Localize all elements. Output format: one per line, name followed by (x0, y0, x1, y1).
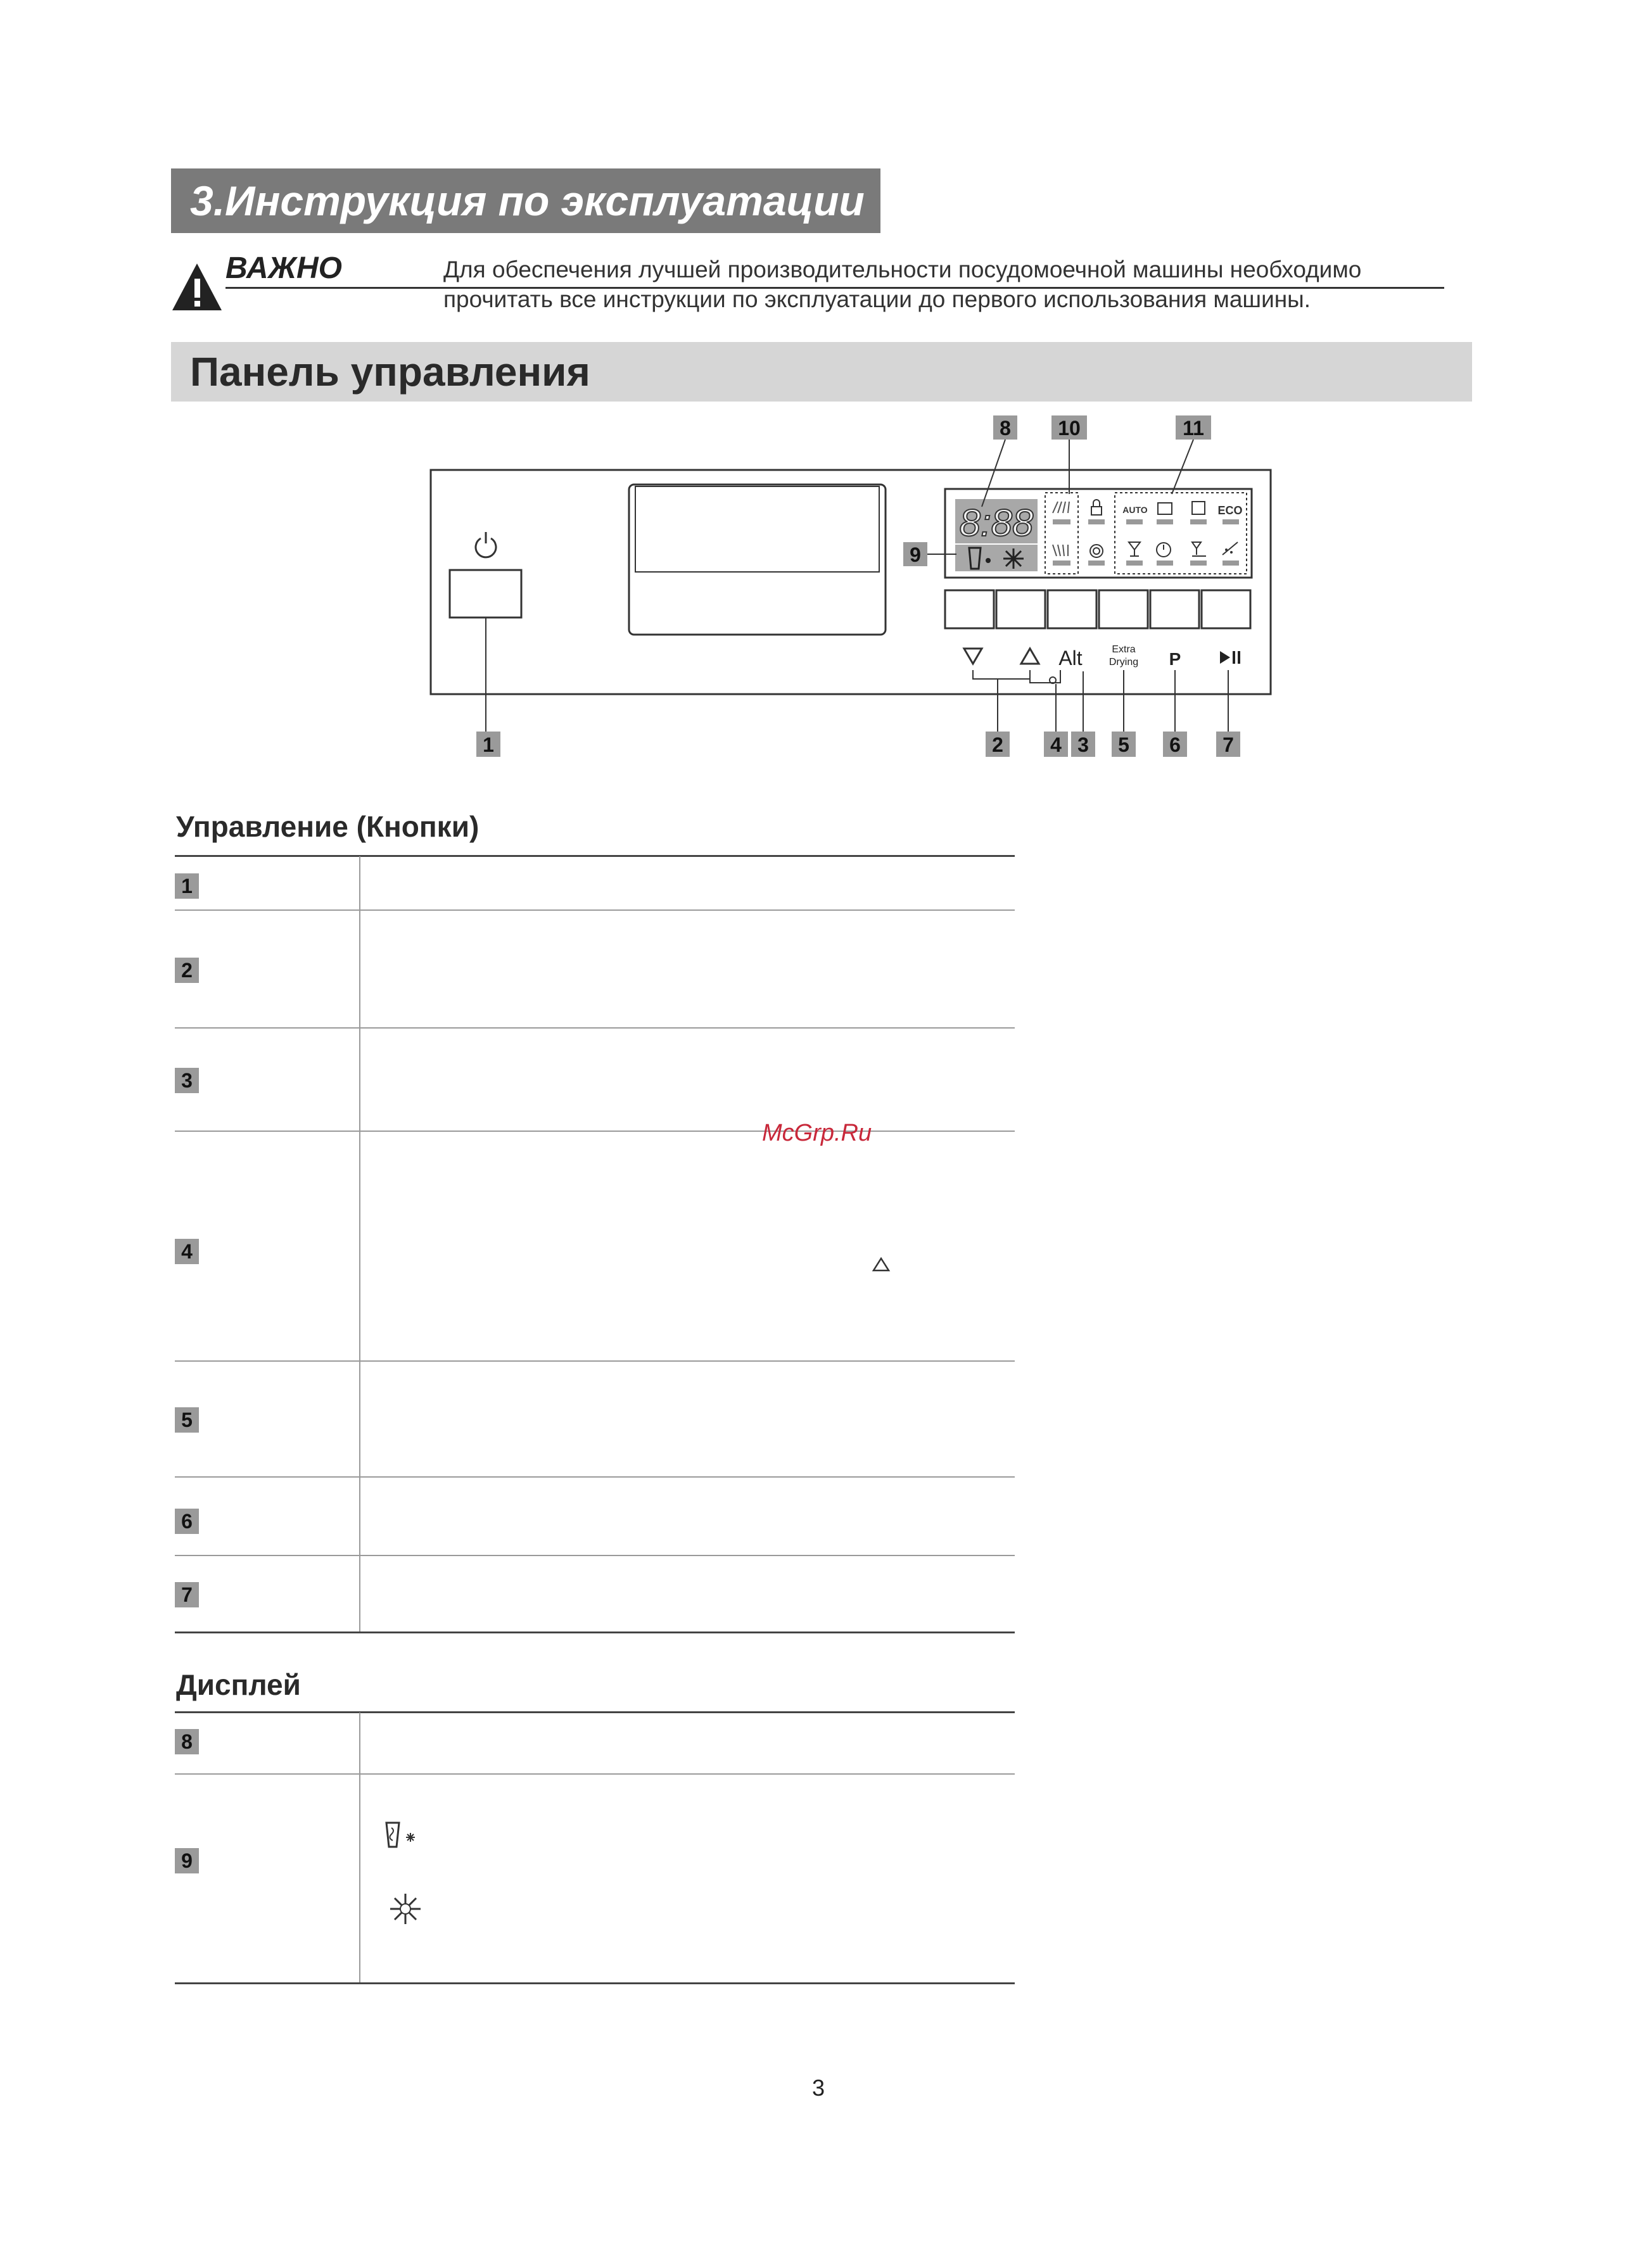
callout-4: 4 (1050, 733, 1062, 756)
section-title: 3.Инструкция по эксплуатации (171, 168, 880, 233)
callout-2: 2 (992, 733, 1003, 756)
panel-callouts (424, 405, 1280, 766)
callout-1: 1 (483, 733, 494, 756)
panel-heading: Панель управления (171, 342, 1472, 402)
alt-button[interactable] (1048, 590, 1096, 628)
controls-row-6: 6 (175, 1509, 199, 1534)
display-table-top (175, 1711, 1015, 1713)
callout-8: 8 (1000, 417, 1011, 440)
controls-heading: Управление (Кнопки) (176, 810, 480, 843)
controls-table-top (175, 855, 1015, 857)
salt-indicator-icon (383, 1819, 433, 1851)
p-label: P (1169, 649, 1181, 669)
row-separator (175, 1027, 1015, 1029)
program-button[interactable] (1150, 590, 1199, 628)
row-separator (175, 1131, 1015, 1132)
controls-row-1: 1 (175, 873, 199, 899)
play-pause-icon (1220, 651, 1240, 664)
controls-row-7: 7 (175, 1582, 199, 1607)
display-table-divider (359, 1713, 360, 1984)
callout-10: 10 (1058, 417, 1081, 440)
display-row-8: 8 (175, 1729, 199, 1754)
row-separator (175, 1476, 1015, 1478)
callout-5: 5 (1118, 733, 1129, 756)
up-button[interactable] (996, 590, 1045, 628)
controls-row-4: 4 (175, 1239, 199, 1264)
callout-3: 3 (1077, 733, 1089, 756)
extra-label: Extra (1112, 644, 1136, 655)
start-pause-button[interactable] (1202, 590, 1250, 628)
eco-label: ECO (1217, 504, 1243, 517)
warning-icon (171, 261, 223, 313)
callout-7: 7 (1223, 733, 1234, 756)
down-button[interactable] (945, 590, 994, 628)
controls-row-2: 2 (175, 958, 199, 983)
page-number: 3 (812, 2075, 825, 2101)
watermark: McGrp.Ru (762, 1120, 872, 1146)
row-separator (175, 1360, 1015, 1362)
important-line-1: Для обеспечения лучшей производительности посудомоечной машины необходимо (443, 257, 1362, 282)
important-label: ВАЖНО (225, 251, 343, 285)
up-arrow-icon (1021, 649, 1039, 664)
controls-row-3: 3 (175, 1068, 199, 1093)
controls-table-divider (359, 856, 360, 1633)
up-arrow-icon (872, 1257, 891, 1273)
display-table-bottom (175, 1982, 1015, 1984)
rinse-aid-indicator-icon (388, 1891, 423, 1927)
auto-label: AUTO (1122, 505, 1148, 515)
row-separator (175, 1773, 1015, 1775)
row-separator (175, 1555, 1015, 1556)
controls-table-bottom (175, 1631, 1015, 1633)
alt-label: Alt (1058, 647, 1083, 669)
display-heading: Дисплей (176, 1668, 301, 1701)
controls-row-5: 5 (175, 1407, 199, 1433)
callout-11: 11 (1183, 417, 1204, 440)
display-row-9: 9 (175, 1848, 199, 1873)
row-separator (175, 909, 1015, 911)
important-text (443, 255, 1470, 314)
down-arrow-icon (964, 649, 982, 664)
callout-6: 6 (1169, 733, 1181, 756)
drying-label: Drying (1108, 657, 1139, 668)
display-digits: 8:88 (959, 502, 1034, 544)
important-line-2: прочитать все инструкции по эксплуатации до первого использования машины. (443, 286, 1311, 312)
callout-9: 9 (910, 543, 921, 566)
extra-drying-button[interactable] (1099, 590, 1148, 628)
